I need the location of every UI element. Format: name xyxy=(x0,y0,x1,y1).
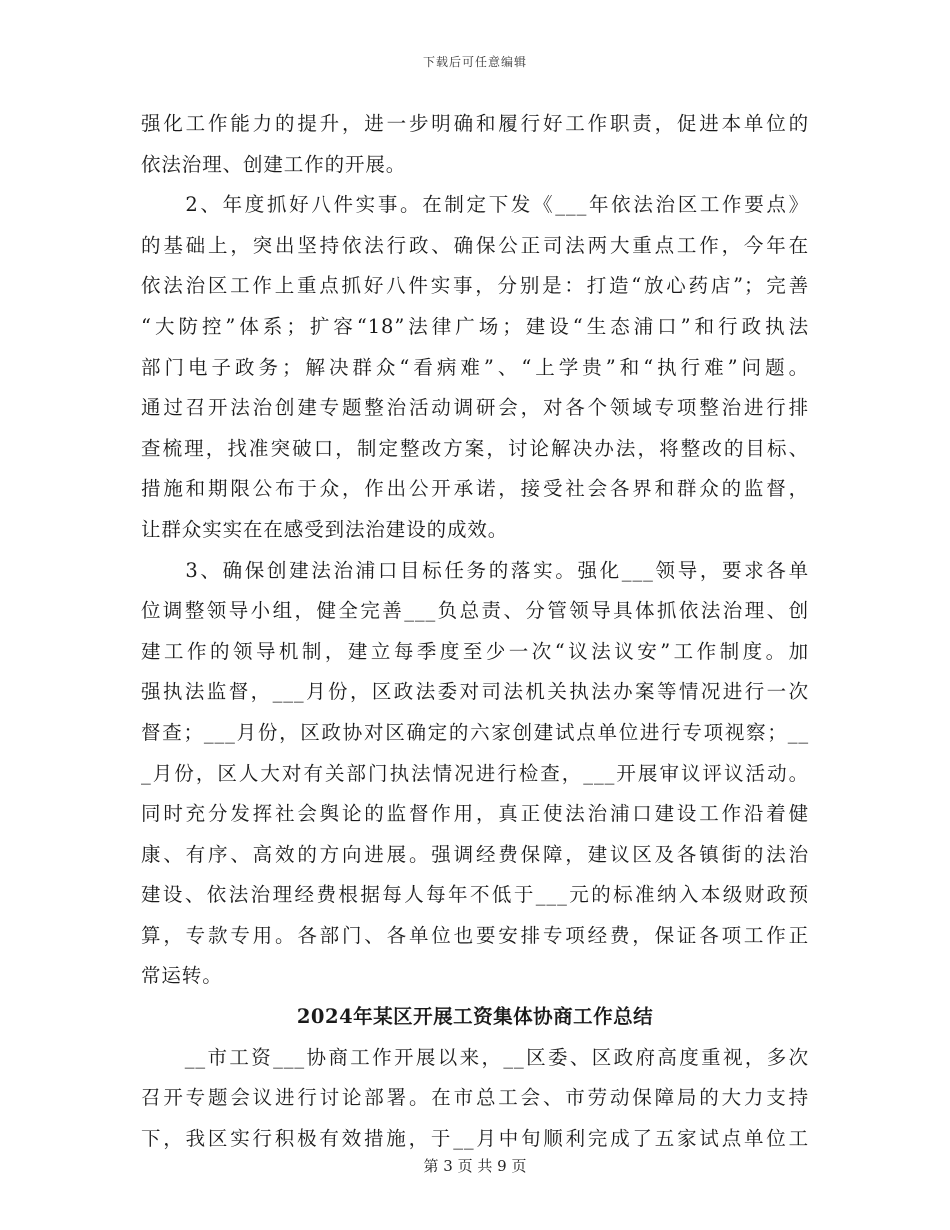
text-line: 部门电子政务；解决群众“看病难”、“上学贵”和“执行难”问题。 xyxy=(141,355,809,379)
text-line: 强化工作能力的提升，进一步明确和履行好工作职责，促进本单位的 xyxy=(141,112,809,135)
text-line: 算，专款专用。各部门、各单位也要安排专项经费，保证各项工作正 xyxy=(141,923,809,947)
text-line: 通过召开法治创建专题整治活动调研会，对各个领域专项整治进行排 xyxy=(141,396,809,420)
page-footer: 第 3 页 共 9 页 xyxy=(423,1157,527,1175)
text-line: 强执法监督，___月份，区政法委对司法机关执法办案等情况进行一次 xyxy=(141,680,809,704)
page-header: 下载后可任意编辑 xyxy=(422,55,527,69)
text-line: 2、年度抓好八件实事。在制定下发《___年依法治区工作要点》 xyxy=(141,193,809,217)
text-line: 依法治区工作上重点抓好八件实事，分别是：打造“放心药店”；完善 xyxy=(141,274,809,298)
text-line: 召开专题会议进行讨论部署。在市总工会、市劳动保障局的大力支持 xyxy=(141,1086,809,1110)
text-line: __市工资___协商工作开展以来，__区委、区政府高度重视，多次 xyxy=(141,1045,809,1069)
text-line: 建工作的领导机制，建立每季度至少一次“议法议安”工作制度。加 xyxy=(141,639,809,663)
text-line: 让群众实实在在感受到法治建设的成效。 xyxy=(141,517,509,541)
document-body xyxy=(141,104,809,1159)
text-line: 依法治理、创建工作的开展。 xyxy=(141,152,407,176)
text-line: 康、有序、高效的方向进展。强调经费保障，建议区及各镇街的法治 xyxy=(141,842,809,866)
text-line: 建设、依法治理经费根据每人每年不低于___元的标准纳入本级财政预 xyxy=(141,883,809,907)
text-line: 3、确保创建法治浦口目标任务的落实。强化___领导，要求各单 xyxy=(141,558,809,582)
text-line: 常运转。 xyxy=(141,964,223,988)
text-line: _月份，区人大对有关部门执法情况进行检查，___开展审议评议活动。 xyxy=(141,761,809,785)
text-line: 下，我区实行积极有效措施，于__月中旬顺利完成了五家试点单位工 xyxy=(141,1126,809,1150)
text-line: 的基础上，突出坚持依法行政、确保公正司法两大重点工作，今年在 xyxy=(141,233,809,257)
text-line: 措施和期限公布于众，作出公开承诺，接受社会各界和群众的监督， xyxy=(141,477,809,501)
text-line: “大防控”体系；扩容“18”法律广场；建设“生态浦口”和行政执法 xyxy=(141,314,809,338)
text-line: 位调整领导小组，健全完善___负总责、分管领导具体抓依法治理、创 xyxy=(141,599,809,623)
text-line: 查梳理，找准突破口，制定整改方案，讨论解决办法，将整改的目标、 xyxy=(141,436,809,460)
text-line: 同时充分发挥社会舆论的监督作用，真正使法治浦口建设工作沿着健 xyxy=(141,802,809,826)
text-line: 督查；___月份，区政协对区确定的六家创建试点单位进行专项视察；__ xyxy=(141,720,809,744)
section-title: 2024年某区开展工资集体协商工作总结 xyxy=(296,1005,654,1029)
